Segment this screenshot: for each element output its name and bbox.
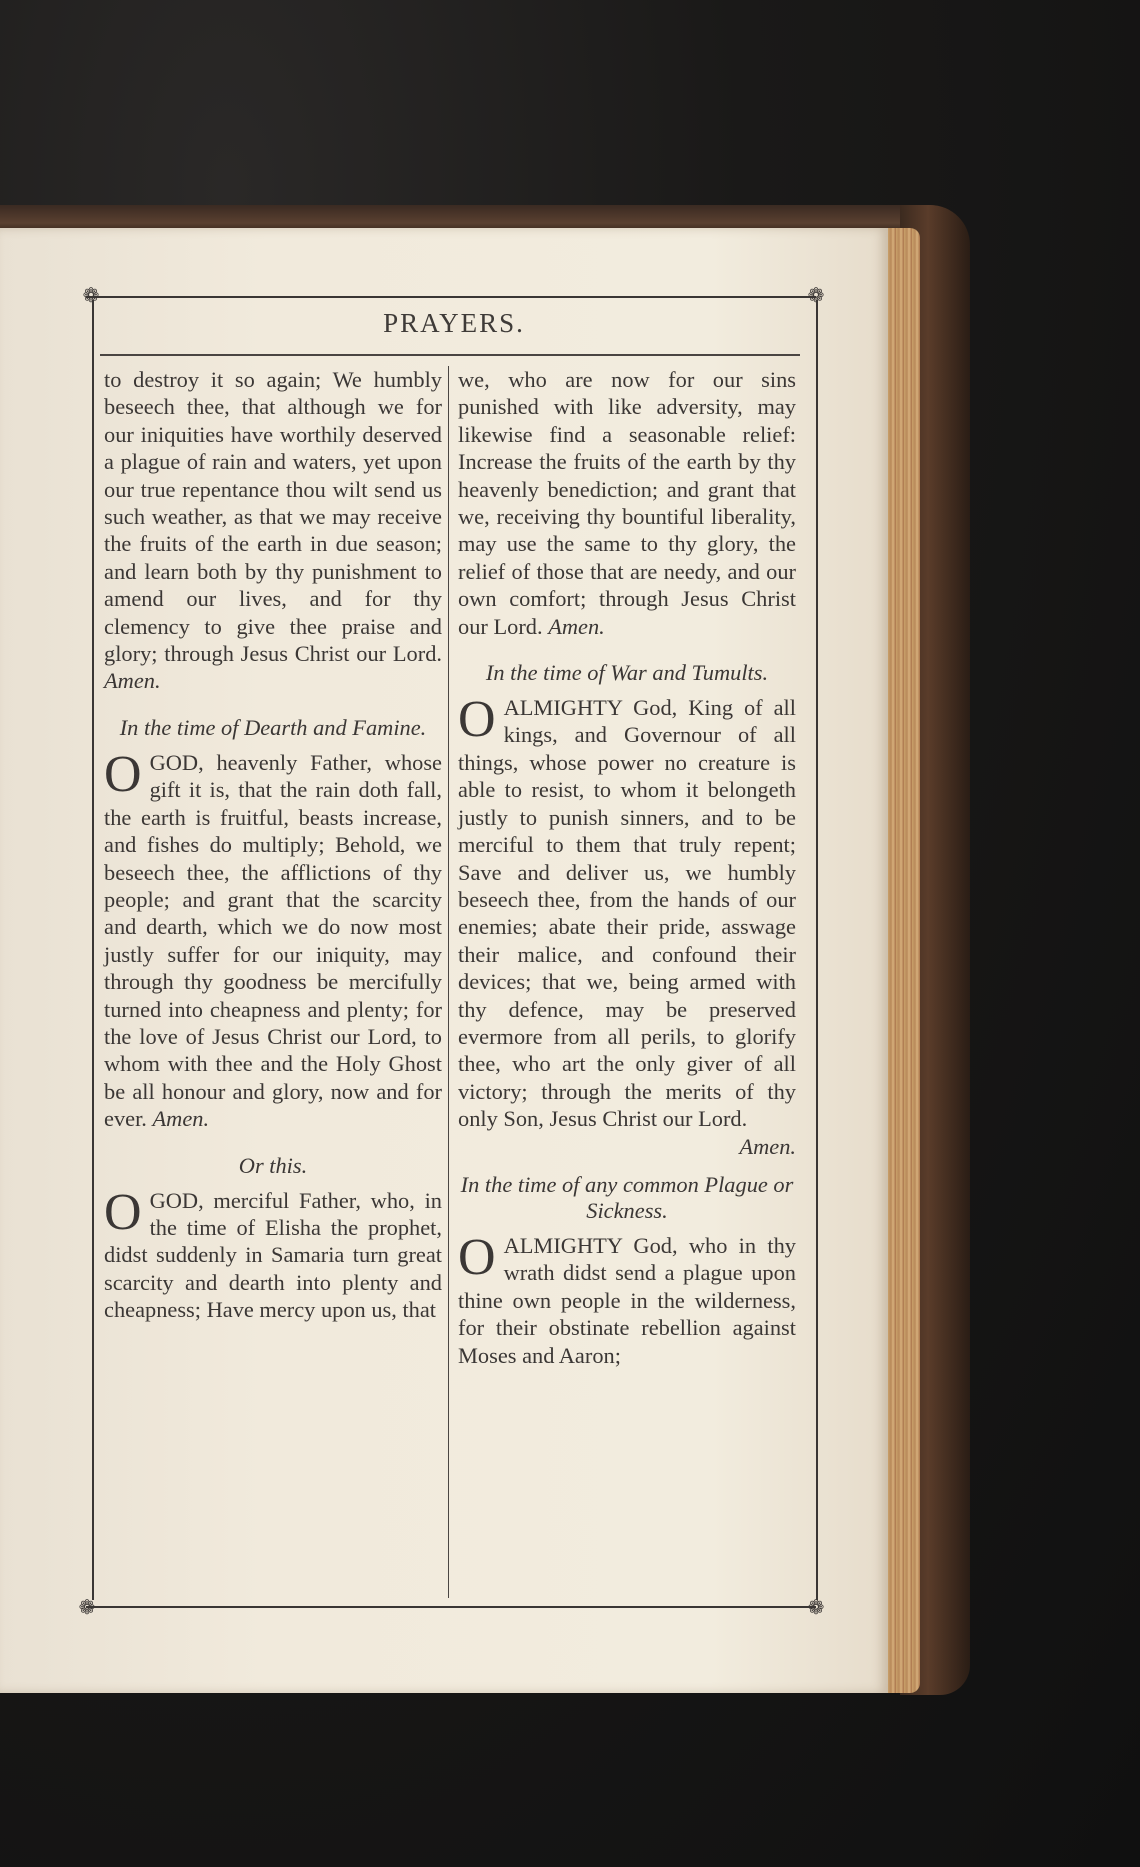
corner-ornament-icon: ❁ xyxy=(807,283,825,307)
amen: Amen. xyxy=(739,1133,796,1159)
running-head: PRAYERS. xyxy=(383,308,525,338)
prayer-heading: In the time of War and Tumults. xyxy=(485,660,769,686)
prayer-paragraph xyxy=(458,1228,796,1369)
continued-prayer xyxy=(104,366,442,695)
prayer-heading: In the time of any common Plague or Sickness. xyxy=(460,1171,794,1223)
prayer-text: ALMIGHTY God, King of all kings, and Governour of all things, whose power no creature is able to resist, to whom it belongeth justly to punish sinners, and to be merciful to them that truly repent; Save and deliver us, we humbly beseech thee, from the hands of our enemies; abate their pride, asswage their malice, and confound their devices; that we, being armed with thy defence, may be preserved evermore from all perils, to glorify thee, who art the only giver of all victory; through the merits of thy only Son, Jesus Christ our Lord. xyxy=(458,695,796,1132)
continued-prayer-text: to destroy it so again; We humbly beseech thee, that although we for our iniquities have worthily deserved a plague of rain and waters, yet upon our true repentance thou wilt send us such weather, as that we may receive the fruits of the earth in due season; and learn both by thy punishment to amend our lives, and for thy clemency to give thee praise and glory; through Jesus Christ our Lord. xyxy=(104,367,442,667)
continued-prayer-text: we, who are now for our sins punished with like adversity, may likewise find a seasonable relief: Increase the fruits of the earth by thy heavenly benediction; and grant that we, receiving thy bountiful liberality, may use the same to thy glory, the relief of those that are needy, and our own comfort; through Jesus Christ our Lord. xyxy=(458,367,796,639)
frame-top-rule xyxy=(86,296,816,298)
amen: Amen. xyxy=(152,1106,210,1132)
column-divider xyxy=(448,366,449,1598)
amen: Amen. xyxy=(104,668,161,694)
left-column xyxy=(104,366,442,1324)
continued-prayer xyxy=(458,366,796,640)
drop-cap: O xyxy=(104,1183,142,1241)
prayer-heading: Or this. xyxy=(238,1152,308,1178)
prayer-paragraph xyxy=(104,1183,442,1324)
drop-cap: O xyxy=(104,745,142,803)
amen: Amen. xyxy=(548,613,605,639)
frame-left-rule xyxy=(92,300,94,1600)
right-column xyxy=(458,366,796,1369)
drop-cap: O xyxy=(458,691,496,749)
prayer-text: GOD, heavenly Father, whose gift it is, that the rain doth fall, the earth is fruitful, beasts increase, and fishes do multiply; Behold, we beseech thee, the afflictions of thy people; and grant that the scarcity and dearth, which we do now most justly suffer for our iniquity, may through thy goodness be mercifully turned into cheapness and plenty; for the love of Jesus Christ our Lord, to whom with thee and the Holy Ghost be all honour and glory, now and for ever. xyxy=(104,749,442,1132)
prayer-text: GOD, merciful Father, who, in the time of Elisha the prophet, didst suddenly in Samaria turn great scarcity and dearth into plenty and cheapness; Have mercy upon us, that xyxy=(104,1187,442,1323)
corner-ornament-icon: ❁ xyxy=(807,1595,825,1619)
frame-bottom-rule xyxy=(86,1606,816,1608)
prayer-heading: In the time of Dearth and Famine. xyxy=(119,714,427,740)
prayer-paragraph xyxy=(104,745,442,1133)
prayer-text: ALMIGHTY God, who in thy wrath didst send a plague upon thine own people in the wilderness, for their obstinate rebellion against Moses and Aaron; xyxy=(458,1232,796,1368)
corner-ornament-icon: ❁ xyxy=(78,1595,96,1619)
running-head-rule xyxy=(100,354,800,356)
drop-cap: O xyxy=(458,1228,496,1286)
corner-ornament-icon: ❁ xyxy=(82,283,100,307)
frame-right-rule xyxy=(816,300,818,1600)
prayer-paragraph xyxy=(458,691,796,1133)
